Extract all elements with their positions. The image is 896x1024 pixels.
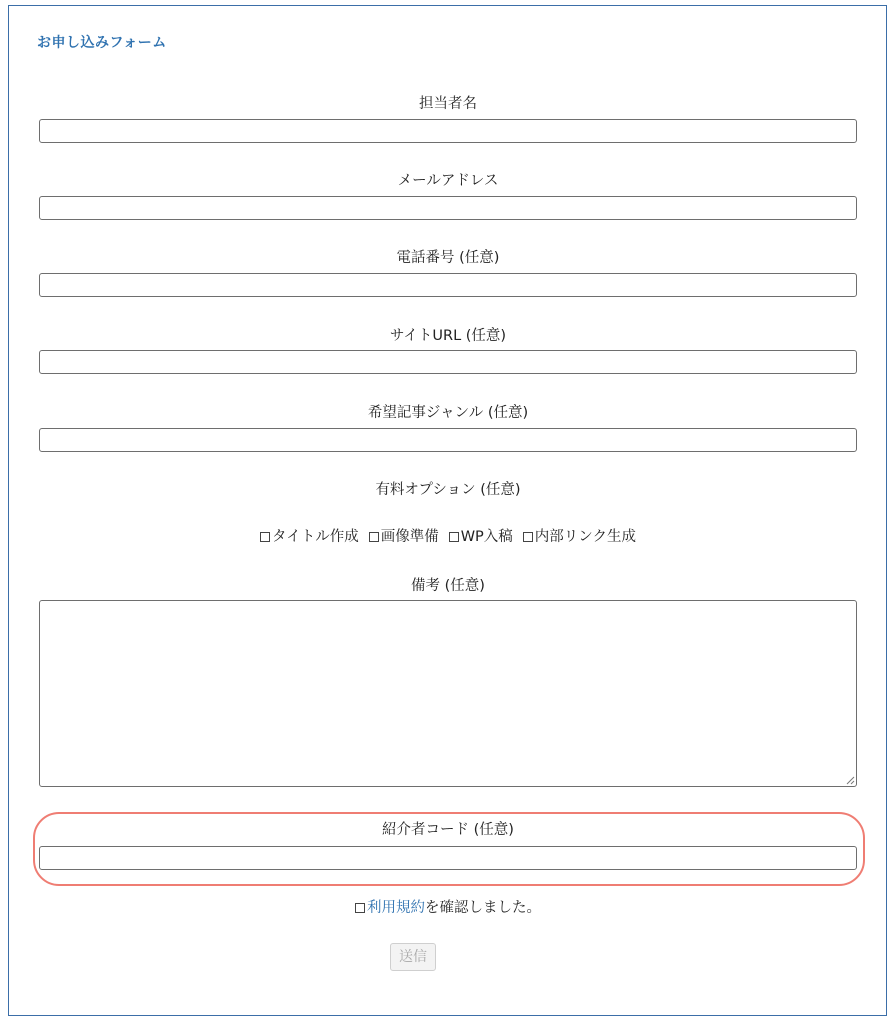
option-internal-links-checkbox[interactable] — [523, 532, 533, 542]
terms-agreement — [39, 898, 857, 918]
terms-agreement-text: を確認しました。 — [425, 900, 541, 916]
contact-name-label: 担当者名 — [419, 96, 477, 112]
option-internal-links[interactable] — [523, 527, 636, 547]
option-wp-posting[interactable] — [449, 527, 513, 547]
notes-label: 備考 (任意) — [411, 578, 485, 594]
submit-button[interactable]: 送信 — [390, 943, 436, 971]
genre-input[interactable] — [39, 428, 857, 452]
email-input[interactable] — [39, 196, 857, 220]
phone-label: 電話番号 (任意) — [396, 250, 500, 266]
genre-label: 希望記事ジャンル (任意) — [367, 405, 529, 421]
phone-input[interactable] — [39, 273, 857, 297]
option-image-prep-label: 画像準備 — [380, 529, 439, 545]
option-title-creation[interactable] — [260, 527, 359, 547]
terms-agreement-checkbox[interactable] — [355, 903, 365, 913]
paid-options-group — [39, 527, 857, 547]
option-wp-posting-label: WP入稿 — [460, 529, 513, 545]
contact-name-input[interactable] — [39, 119, 857, 143]
terms-link[interactable]: 利用規約 — [367, 900, 425, 916]
email-label: メールアドレス — [397, 173, 499, 189]
site-url-label: サイトURL (任意) — [389, 328, 507, 344]
option-wp-posting-checkbox[interactable] — [449, 532, 459, 542]
option-title-creation-label: タイトル作成 — [271, 529, 359, 545]
notes-textarea[interactable] — [39, 600, 857, 787]
paid-options-label: 有料オプション (任意) — [375, 482, 521, 498]
site-url-input[interactable] — [39, 350, 857, 374]
referral-code-label: 紹介者コード (任意) — [382, 822, 514, 838]
resize-grip-icon[interactable] — [846, 776, 855, 785]
option-title-creation-checkbox[interactable] — [260, 532, 270, 542]
option-image-prep[interactable] — [369, 527, 439, 547]
form-title: お申し込みフォーム — [37, 35, 167, 51]
option-internal-links-label: 内部リンク生成 — [534, 529, 637, 545]
referral-code-input[interactable] — [39, 846, 857, 870]
option-image-prep-checkbox[interactable] — [369, 532, 379, 542]
